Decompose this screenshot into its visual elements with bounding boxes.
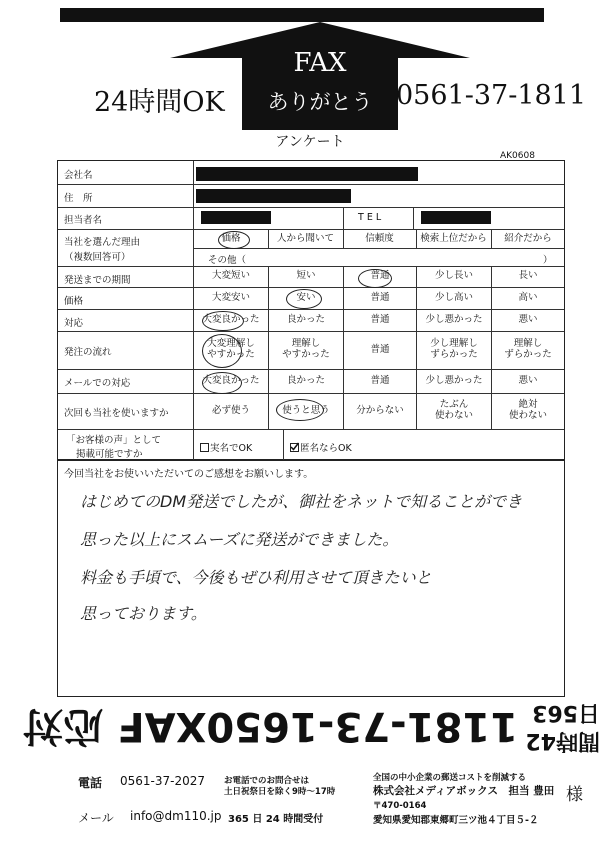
fax-number: 0561-37-1811: [396, 80, 587, 111]
label-next: 次回も当社を使いますか: [64, 408, 169, 419]
label-company: 会社名: [64, 170, 93, 181]
option-flow[interactable]: 大変理解し やすかった: [207, 338, 255, 360]
survey-form: [57, 160, 565, 460]
redacted-person: [201, 211, 271, 224]
reason-option[interactable]: 価格: [221, 233, 241, 244]
option-price[interactable]: 大変安い: [211, 291, 250, 303]
label-mail: メールでの対応: [64, 378, 131, 389]
comment-line: 料金も手頃で、今後もぜひ利用させて頂きたいと: [80, 568, 432, 587]
checkbox-checked-icon[interactable]: [290, 443, 299, 452]
top-bar: [60, 8, 544, 22]
label-reason-sub: （複数回答可）: [64, 252, 131, 263]
option-next[interactable]: 分からない: [356, 404, 404, 416]
option-flow[interactable]: 理解し やすかった: [282, 338, 330, 360]
option-price[interactable]: 少し高い: [434, 291, 473, 303]
option-next[interactable]: 絶対 使わない: [508, 399, 547, 421]
option-service[interactable]: 大変良かった: [202, 313, 260, 325]
option-service[interactable]: 良かった: [286, 313, 325, 325]
option-period[interactable]: 短い: [296, 270, 316, 281]
option-period[interactable]: 少し長い: [434, 270, 473, 281]
footer-zip: 〒470-0164: [373, 801, 427, 811]
hours-ok: 24時間OK: [94, 87, 225, 118]
voice-option-label: 実名でOK: [210, 443, 253, 454]
option-mail[interactable]: 悪い: [518, 374, 538, 386]
answer-circle: [202, 311, 244, 331]
footer-tel[interactable]: 0561-37-2027: [120, 774, 206, 788]
answer-circle: [276, 399, 324, 421]
label-price: 価格: [64, 296, 84, 307]
redacted-company: [196, 167, 418, 181]
answer-circle: [202, 334, 242, 368]
footer-mail-label: メール: [78, 811, 114, 825]
comment-line: 思っております。: [80, 604, 207, 623]
answer-circle: [286, 289, 322, 309]
voice-option-label: 匿名ならOK: [300, 443, 352, 454]
upside-down-number: 1181-73-1650XAF 応対: [23, 703, 518, 749]
reason-option[interactable]: 検索上位だから: [420, 233, 487, 244]
label-tel: T E L: [358, 212, 382, 223]
label-period: 発送までの期間: [64, 275, 131, 286]
label-voice: 「お客様の声」として: [66, 435, 162, 446]
option-service[interactable]: 普通: [370, 313, 390, 325]
checkbox-icon[interactable]: [200, 443, 209, 452]
label-reason: 当社を選んだ理由: [64, 237, 141, 248]
option-mail[interactable]: 少し悪かった: [425, 374, 483, 386]
upside-down-banner: [23, 698, 600, 760]
option-service[interactable]: 悪い: [518, 313, 538, 325]
comment-line: 思った以上にスムーズに発送ができました。: [80, 530, 399, 549]
thanks-label: ありがとう: [267, 90, 373, 114]
footer-tel-label: 電話: [78, 776, 103, 790]
comment-prompt: 今回当社をお使いいただいてのご感想をお願いします。: [64, 469, 314, 480]
answer-circle: [202, 372, 242, 394]
option-period[interactable]: 長い: [518, 270, 538, 281]
option-next[interactable]: たぶん 使わない: [434, 399, 473, 421]
footer-tel-hours: 土日祝祭日を除く9時～17時: [224, 787, 336, 797]
form-code: AK0608: [500, 151, 535, 161]
reason-option[interactable]: 人から聞いて: [276, 233, 334, 244]
footer-company: 株式会社メディアボックス 担当 豊田: [373, 785, 555, 797]
upside-down-hours: 間時42: [525, 728, 600, 753]
reason-other-close: ）: [543, 255, 553, 266]
option-price[interactable]: 普通: [370, 291, 390, 303]
label-person: 担当者名: [64, 215, 103, 226]
option-next[interactable]: 使うと思う: [282, 404, 330, 416]
option-next[interactable]: 必ず使う: [211, 404, 250, 416]
survey-title: アンケート: [275, 134, 345, 150]
reason-other[interactable]: その他（: [208, 255, 247, 266]
option-price[interactable]: 安い: [296, 291, 316, 303]
label-address: 住 所: [64, 193, 93, 204]
upside-down-days: 日563: [532, 700, 600, 725]
footer-address: 愛知県愛知郡東郷町三ツ池４丁目５-２: [373, 815, 539, 826]
comment-box[interactable]: [57, 460, 565, 697]
reason-option[interactable]: 信頼度: [365, 233, 394, 244]
voice-option-anonymous[interactable]: [290, 440, 352, 454]
option-price[interactable]: 高い: [518, 291, 538, 303]
label-flow: 発注の流れ: [64, 347, 112, 358]
comment-line: はじめてのDM発送でしたが、御社をネットで知ることができ: [80, 492, 523, 511]
option-period[interactable]: 普通: [370, 270, 390, 281]
answer-circle: [358, 269, 392, 288]
footer-tagline: 全国の中小企業の郵送コストを削減する: [373, 773, 527, 783]
redacted-tel: [421, 211, 491, 224]
option-mail[interactable]: 大変良かった: [202, 374, 260, 386]
fax-label: FAX: [293, 48, 347, 78]
reason-option[interactable]: 紹介だから: [504, 233, 552, 244]
footer-tel-note: お電話でのお問合せは: [224, 776, 310, 786]
answer-circle: [218, 231, 250, 249]
option-period[interactable]: 大変短い: [211, 270, 250, 281]
footer-mail-note: 365 日 24 時間受付: [228, 814, 324, 825]
voice-option-realname[interactable]: [200, 440, 252, 454]
option-flow[interactable]: 普通: [370, 343, 390, 355]
label-service: 対応: [64, 318, 84, 329]
footer-sama: 様: [566, 785, 583, 805]
redacted-address: [196, 189, 351, 203]
option-service[interactable]: 少し悪かった: [425, 313, 483, 325]
option-flow[interactable]: 少し理解し ずらかった: [430, 338, 478, 360]
option-flow[interactable]: 理解し ずらかった: [504, 338, 552, 360]
option-mail[interactable]: 普通: [370, 374, 390, 386]
option-mail[interactable]: 良かった: [286, 374, 325, 386]
footer-mail[interactable]: info@dm110.jp: [130, 809, 222, 823]
label-voice-sub: 掲載可能ですか: [76, 449, 143, 460]
